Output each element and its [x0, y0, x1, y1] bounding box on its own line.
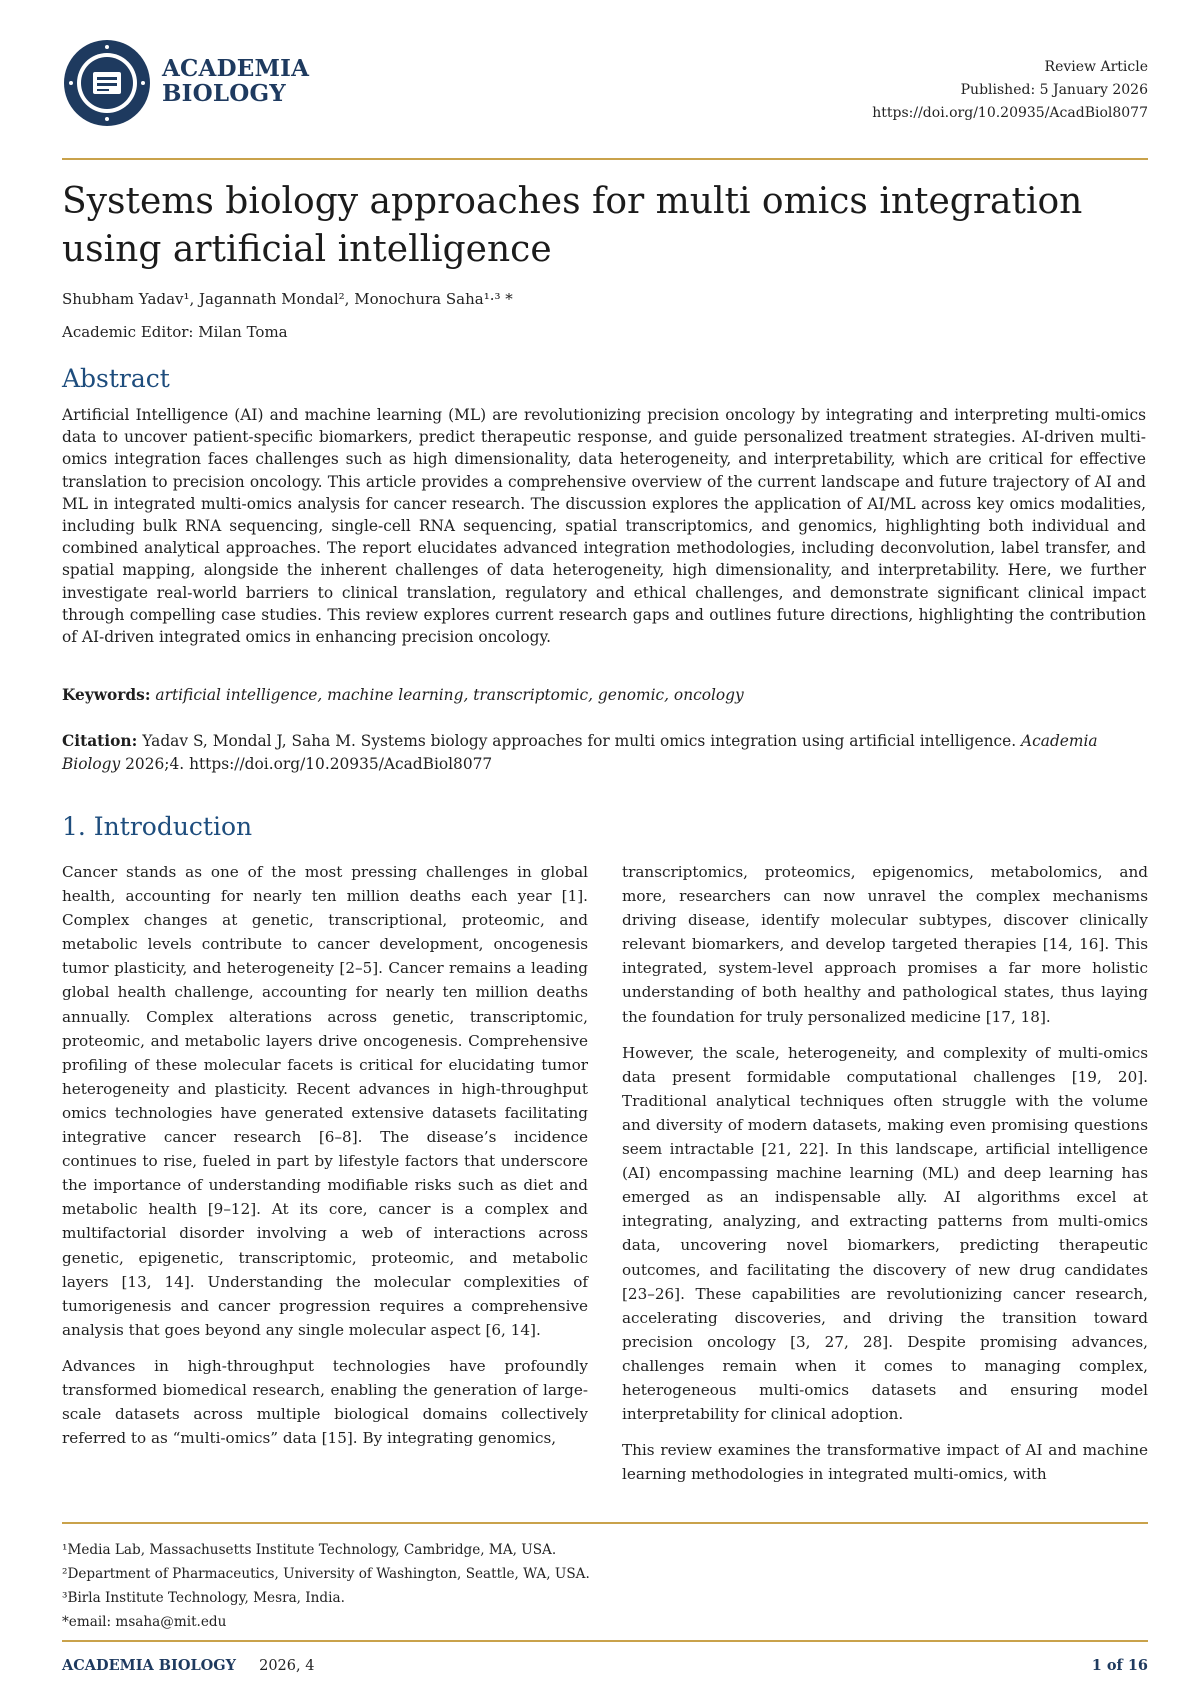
- page-title: Systems biology approaches for multi omics integration using artificial intelligence: [62, 181, 1083, 270]
- body-paragraph: This review examines the transformative impact of AI and machine learning methodologies in integrated multi-omics, with: [622, 1441, 1148, 1484]
- author-list: Shubham Yadav¹, Jagannath Mondal², Monochura Saha¹·³ *: [62, 290, 513, 308]
- footer-year-volume: 2026, 4: [259, 1658, 315, 1674]
- journal-brand: [162, 56, 309, 106]
- body-paragraph: However, the scale, heterogeneity, and complexity of multi-omics data present formidable computational challenges [19, 20]. Traditional analytical techniques often struggle with the volume and diversity of modern datasets, making even promising questions seem intractable [21, 22]. In this landscape, artificial intelligence (AI) encompassing machine learning (ML) and deep learning has emerged as an indispensable ally. AI algorithms excel at integrating, analyzing, and extracting patterns from multi-omics data, uncovering novel biomarkers, predicting therapeutic outcomes, and facilitating the discovery of new drug candidates [23–26]. These capabilities are revolutionizing cancer research, accelerating discoveries, and driving the transition toward precision oncology [3, 27, 28]. Despite promising advances, challenges remain when it comes to managing complex, heterogeneous multi-omics datasets and ensuring model interpretability for clinical adoption.: [622, 1043, 1148, 1424]
- article-type: Review Article: [1044, 59, 1148, 75]
- footnote-item: *email: msaha@mit.edu: [62, 1614, 227, 1630]
- footer-journal-name: ACADEMIA BIOLOGY: [62, 1657, 237, 1674]
- citation-journal: Academia Biology: [62, 732, 1098, 773]
- citation-doi[interactable]: 2026;4. https://doi.org/10.20935/AcadBiol8077: [125, 755, 493, 773]
- affiliation-footnotes: [62, 1538, 590, 1634]
- page-number: 1 of 16: [1091, 1657, 1148, 1674]
- footer-journal: [62, 1657, 314, 1674]
- abstract-heading: Abstract: [62, 364, 170, 393]
- article-meta: [872, 56, 1148, 125]
- footnote-divider-top: [62, 1522, 1148, 1524]
- body-paragraph: Cancer stands as one of the most pressing challenges in global health, accounting for nearly ten million deaths each year [1]. Complex changes at genetic, transcriptional, proteomic, and metabolic levels contribute to cancer development, oncogenesis tumor plasticity, and heterogeneity [2–5]. Cancer remains a leading global health challenge, accounting for nearly ten million deaths annually. Complex alterations across genetic, transcriptomic, proteomic, and metabolic layers drive oncogenesis. Comprehensive profiling of these molecular facets is critical for elucidating tumor heterogeneity and plasticity. Recent advances in high-throughput omics technologies have generated extensive datasets facilitating integrative cancer research [6–8]. The disease’s incidence continues to rise, fueled in part by lifestyle factors that underscore the importance of understanding modifiable risks such as diet and metabolic health [9–12]. At its core, cancer is a complex and multifactorial disorder involving a web of interactions across genetic, epigenetic, transcriptomic, proteomic, and metabolic layers [13, 14]. Understanding the molecular complexities of tumorigenesis and cancer progression requires a comprehensive analysis that goes beyond any single molecular aspect [6, 14].: [62, 863, 588, 1339]
- brand-line-2: BIOLOGY: [162, 80, 286, 107]
- keywords: [62, 686, 1146, 704]
- body-column-left: [62, 860, 588, 1462]
- footnote-divider-bottom: [62, 1640, 1148, 1642]
- header-divider: [62, 158, 1148, 160]
- keywords-text: artificial intelligence, machine learning, transcriptomic, genomic, oncology: [155, 686, 744, 704]
- published-date: Published: 5 January 2026: [960, 82, 1148, 98]
- citation: [62, 730, 1146, 776]
- brand-line-1: ACADEMIA: [162, 55, 310, 82]
- doi-link[interactable]: https://doi.org/10.20935/AcadBiol8077: [872, 105, 1148, 121]
- introduction-heading: 1. Introduction: [62, 812, 253, 841]
- footnote-item: ³Birla Institute Technology, Mesra, India.: [62, 1590, 345, 1606]
- body-paragraph: Advances in high-throughput technologies have profoundly transformed biomedical research, enabling the generation of large-scale datasets across multiple biological domains collectively referred to as “multi-omics” data [15]. By integrating genomics,: [62, 1356, 588, 1448]
- keywords-label: Keywords:: [62, 686, 151, 704]
- academic-editor: Academic Editor: Milan Toma: [62, 323, 288, 341]
- footnote-item: ²Department of Pharmaceutics, University of Washington, Seattle, WA, USA.: [62, 1566, 590, 1582]
- citation-text: Yadav S, Mondal J, Saha M. Systems biology approaches for multi omics integration using artificial intelligence.: [142, 732, 1017, 750]
- body-paragraph: transcriptomics, proteomics, epigenomics, metabolomics, and more, researchers can now unravel the complex mechanisms driving disease, identify molecular subtypes, discover clinically relevant biomarkers, and develop targeted therapies [14, 16]. This integrated, system-level approach promises a far more holistic understanding of both healthy and pathological states, thus laying the foundation for truly personalized medicine [17, 18].: [622, 863, 1148, 1026]
- footnote-item: ¹Media Lab, Massachusetts Institute Technology, Cambridge, MA, USA.: [62, 1542, 557, 1558]
- journal-logo-seal: [62, 38, 152, 128]
- body-column-right: [622, 860, 1148, 1498]
- abstract-text: Artificial Intelligence (AI) and machine learning (ML) are revolutionizing precision oncology by integrating and interpreting multi-omics data to uncover patient-specific biomarkers, predict therapeutic response, and guide personalized treatment strategies. AI-driven multi-omics integration faces challenges such as high dimensionality, data heterogeneity, and interpretability, which are critical for effective translation to precision oncology. This article provides a comprehensive overview of the current landscape and future trajectory of AI and ML in integrated multi-omics analysis for cancer research. The discussion explores the application of AI/ML across key omics modalities, including bulk RNA sequencing, single-cell RNA sequencing, spatial transcriptomics, and genomics, highlighting both individual and combined analytical approaches. The report elucidates advanced integration methodologies, including deconvolution, label transfer, and spatial mapping, alongside the inherent challenges of data heterogeneity, high dimensionality, and interpretability. Here, we further investigate real-world barriers to clinical translation, regulatory and ethical challenges, and demonstrate significant clinical impact through compelling case studies. This review explores current research gaps and outlines future directions, highlighting the contribution of AI-driven integrated omics in enhancing precision oncology.: [62, 406, 1146, 647]
- citation-label: Citation:: [62, 732, 138, 750]
